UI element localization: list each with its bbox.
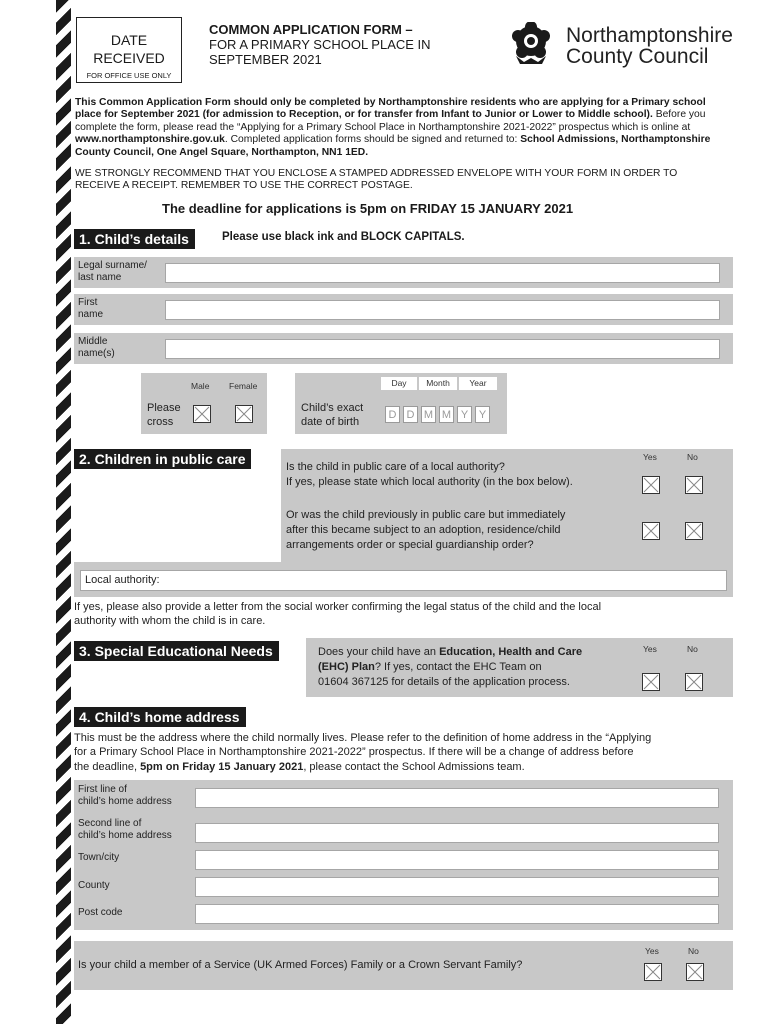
decorative-stripe <box>56 0 71 1024</box>
intro-bold: This Common Application Form should only be completed by Northamptonshire residents who are applying for a Primary school place for September 2021 (for admission to Reception, or for transfer from Infant to Junior or Lower to Middle school). <box>75 97 706 121</box>
county-label: County <box>78 880 110 891</box>
previous-care-yes-checkbox[interactable] <box>642 522 660 540</box>
local-authority-label: Local authority: <box>85 574 160 586</box>
year-header: Year <box>459 377 497 390</box>
male-checkbox[interactable] <box>193 405 211 423</box>
dob-headers <box>381 377 499 390</box>
county-input[interactable] <box>195 877 719 897</box>
dob-year-2[interactable]: Y <box>475 406 490 423</box>
section-1-heading: 1. Child’s details <box>74 229 195 249</box>
address-box <box>74 780 733 930</box>
first-line-label: First line of child’s home address <box>78 784 172 807</box>
previous-care-no-checkbox[interactable] <box>685 522 703 540</box>
first-name-label: First name <box>78 297 104 320</box>
cross-icon <box>687 964 703 980</box>
intro-address: School Admissions, Northamptonshire County Council, One Angel Square, Northampton, NN1 1ED. <box>75 134 711 158</box>
ehc-yes-checkbox[interactable] <box>642 673 660 691</box>
no-label: No <box>687 452 698 462</box>
second-line-label: Second line of child’s home address <box>78 818 172 841</box>
previous-care-question: Or was the child previously in public care but immediately after this became subject to an adoption, residence/child arrangements order or special guardianship order? <box>286 509 566 551</box>
address-line-1-input[interactable] <box>195 788 719 808</box>
postcode-label: Post code <box>78 907 123 918</box>
received-label: RECEIVED <box>93 50 165 66</box>
dob-year-1[interactable]: Y <box>457 406 472 423</box>
intro-text-1: Before you complete the form, please read the “Applying for a Primary School Place in Northamptonshire 2021-2022” prospectus which is online at <box>75 109 706 133</box>
dob-day-1[interactable]: D <box>385 406 400 423</box>
yes-label: Yes <box>643 644 657 654</box>
address-line-2-input[interactable] <box>195 823 719 843</box>
local-authority-row <box>74 562 733 597</box>
service-family-question: Is your child a member of a Service (UK Armed Forces) Family or a Crown Servant Family? <box>78 959 523 971</box>
no-label: No <box>688 946 699 956</box>
public-care-note: If yes, please also provide a letter from the social worker confirming the legal status of the child and the local authority with whom the child is in care. <box>74 601 602 628</box>
intro-paragraph <box>75 97 715 159</box>
yes-label: Yes <box>643 452 657 462</box>
first-name-input[interactable] <box>165 300 720 320</box>
intro-website-link[interactable]: www.northamptonshire.gov.uk <box>75 134 225 146</box>
dob-month-1[interactable]: M <box>421 406 436 423</box>
cross-icon <box>194 406 210 422</box>
gender-box <box>141 373 267 434</box>
town-input[interactable] <box>195 850 719 870</box>
middle-name-label: Middle name(s) <box>78 336 115 359</box>
surname-label: Legal surname/ last name <box>78 260 147 283</box>
surname-input[interactable] <box>165 263 720 283</box>
public-care-question-1: Is the child in public care of a local authority? If yes, please state which local authority (in the box below). <box>286 461 573 488</box>
public-care-no-checkbox[interactable] <box>685 476 703 494</box>
council-name <box>566 25 733 67</box>
yes-label: Yes <box>645 946 659 956</box>
please-cross-label: Please cross <box>147 402 181 428</box>
cross-icon <box>643 477 659 493</box>
date-label: DATE <box>110 32 148 48</box>
surname-row <box>74 257 733 288</box>
dob-input-group <box>385 406 490 423</box>
title-line-1: COMMON APPLICATION FORM – <box>209 22 413 37</box>
office-use-label: FOR OFFICE USE ONLY <box>86 71 172 80</box>
envelope-warning: WE STRONGLY RECOMMEND THAT YOU ENCLOSE A STAMPED ADDRESSED ENVELOPE WITH YOUR FORM IN ORDER TO RECEIVE A RECEIPT. REMEMBER TO USE THE CORRECT POSTAGE. <box>75 168 678 192</box>
day-header: Day <box>381 377 417 390</box>
postcode-input[interactable] <box>195 904 719 924</box>
council-name-line-1: Northamptonshire <box>566 24 733 47</box>
female-label: Female <box>229 381 258 391</box>
cross-icon <box>643 674 659 690</box>
local-authority-input[interactable] <box>80 570 727 591</box>
no-label: No <box>687 644 698 654</box>
council-rose-logo-icon <box>512 22 550 64</box>
ehc-question: Does your child have an Education, Health and Care (EHC) Plan? If yes, contact the EHC Team on 01604 367125 for details of the application process. <box>318 646 583 688</box>
female-checkbox[interactable] <box>235 405 253 423</box>
intro-text-2: . Completed application forms should be signed and returned to: <box>224 134 521 146</box>
cross-icon <box>236 406 252 422</box>
service-no-checkbox[interactable] <box>686 963 704 981</box>
cross-icon <box>643 523 659 539</box>
first-name-row <box>74 294 733 325</box>
title-line-3: SEPTEMBER 2021 <box>209 52 322 67</box>
ehc-no-checkbox[interactable] <box>685 673 703 691</box>
form-title <box>209 22 431 67</box>
dob-month-2[interactable]: M <box>439 406 454 423</box>
section-3-heading: 3. Special Educational Needs <box>74 641 279 661</box>
section-4-heading: 4. Child’s home address <box>74 707 246 727</box>
home-address-note: This must be the address where the child normally lives. Please refer to the definition of home address in the “Applying for a Primary School Place in Northamptonshire 2021-2022” prospectus. If there will be a change of address before the deadline, 5pm on Friday 15 January 2021, please contact the School Admissions team. <box>74 732 652 773</box>
deadline-notice: The deadline for applications is 5pm on FRIDAY 15 JANUARY 2021 <box>162 201 574 216</box>
town-label: Town/city <box>78 852 120 863</box>
cross-icon <box>686 523 702 539</box>
council-name-line-2: County Council <box>566 45 709 68</box>
dob-label: Child’s exact date of birth <box>301 402 364 428</box>
public-care-box <box>281 449 733 562</box>
date-received-box <box>76 17 182 83</box>
dob-box <box>295 373 507 434</box>
section-2-heading: 2. Children in public care <box>74 449 251 469</box>
sen-box <box>306 638 733 697</box>
public-care-yes-checkbox[interactable] <box>642 476 660 494</box>
service-family-box <box>74 941 733 990</box>
middle-name-input[interactable] <box>165 339 720 359</box>
cross-icon <box>686 477 702 493</box>
cross-icon <box>686 674 702 690</box>
title-line-2: FOR A PRIMARY SCHOOL PLACE IN <box>209 37 431 52</box>
cross-icon <box>645 964 661 980</box>
male-label: Male <box>191 381 210 391</box>
block-capitals-instruction: Please use black ink and BLOCK CAPITALS. <box>222 231 465 243</box>
dob-day-2[interactable]: D <box>403 406 418 423</box>
service-yes-checkbox[interactable] <box>644 963 662 981</box>
middle-name-row <box>74 333 733 364</box>
month-header: Month <box>419 377 457 390</box>
